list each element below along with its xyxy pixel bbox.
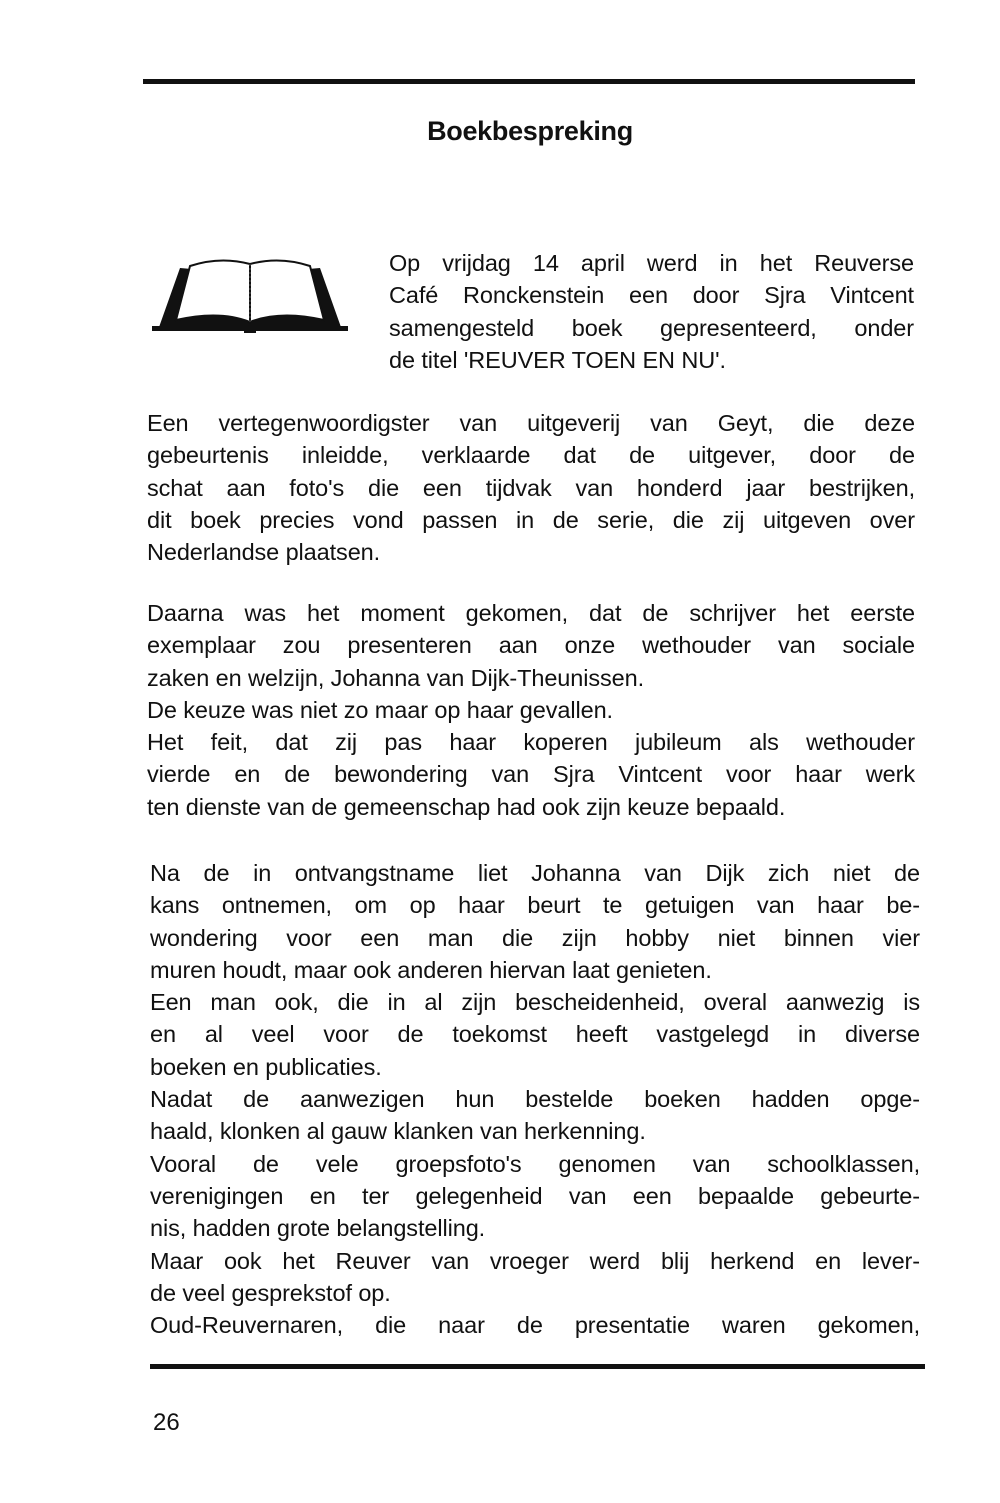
page-heading: Boekbespreking (427, 116, 633, 146)
paragraph-1 (147, 407, 915, 568)
text-line: en al veel voor de toekomst heeft vastgelegd in diverse (150, 1021, 920, 1048)
text-line: exemplaar zou presenteren aan onze wethouder van sociale (147, 632, 915, 659)
text-line: nis, hadden grote belangstelling. (150, 1215, 486, 1242)
text-line: ten dienste van de gemeenschap had ook zijn keuze bepaald. (147, 793, 786, 820)
page-number: 26 (153, 1409, 180, 1436)
text-line: haald, klonken al gauw klanken van herkenning. (150, 1118, 646, 1145)
text-line: Café Ronckenstein een door Sjra Vintcent (389, 282, 914, 309)
text-line: Nadat de aanwezigen hun bestelde boeken hadden opge- (150, 1086, 920, 1113)
text-line: De keuze was niet zo maar op haar gevallen. (147, 696, 613, 723)
intro-paragraph (389, 247, 914, 376)
text-line: Een vertegenwoordigster van uitgeverij van Geyt, die deze (147, 410, 915, 436)
text-line: zaken en welzijn, Johanna van Dijk-Theunissen. (147, 664, 645, 691)
text-line: Een man ook, die in al zijn bescheidenheid, overal aanwezig is (150, 989, 920, 1016)
text-line: dit boek precies vond passen in de serie, die zij uitgeven over (147, 506, 915, 533)
text-line: schat aan foto's die een tijdvak van honderd jaar bestrijken, (147, 474, 915, 501)
text-line: gebeurtenis inleidde, verklaarde dat de uitgever, door de (147, 442, 915, 469)
text-line: Nederlandse plaatsen. (147, 539, 381, 566)
open-book-icon (150, 252, 350, 334)
text-line: Maar ook het Reuver van vroeger werd blij herkend en lever- (150, 1247, 920, 1274)
text-line: Na de in ontvangstname liet Johanna van Dijk zich niet de (150, 860, 920, 886)
text-line: de titel 'REUVER TOEN EN NU'. (389, 346, 726, 373)
text-line: Op vrijdag 14 april werd in het Reuverse (389, 250, 914, 276)
text-line: Het feit, dat zij pas haar koperen jubileum als wethouder (147, 729, 915, 756)
text-line: Vooral de vele groepsfoto's genomen van schoolklassen, (150, 1150, 920, 1177)
text-line: wondering voor een man die zijn hobby niet binnen vier (150, 924, 920, 951)
bottom-rule (150, 1364, 925, 1369)
text-line: verenigingen en ter gelegenheid van een bepaalde gebeurte- (150, 1182, 920, 1209)
top-rule (143, 79, 915, 84)
text-line: Daarna was het moment gekomen, dat de schrijver het eerste (147, 600, 915, 626)
text-line: boeken en publicaties. (150, 1053, 382, 1080)
paragraph-2 (147, 597, 915, 823)
text-line: samengesteld boek gepresenteerd, onder (389, 314, 914, 341)
text-line: de veel gesprekstof op. (150, 1279, 391, 1306)
text-line: muren houdt, maar ook anderen hiervan laat genieten. (150, 956, 712, 983)
text-line: Oud-Reuvernaren, die naar de presentatie waren gekomen, (150, 1312, 920, 1339)
text-line: kans ontnemen, om op haar beurt te getuigen van haar be- (150, 892, 920, 919)
paragraph-3 (150, 857, 920, 1341)
text-line: vierde en de bewondering van Sjra Vintcent voor haar werk (147, 761, 915, 788)
